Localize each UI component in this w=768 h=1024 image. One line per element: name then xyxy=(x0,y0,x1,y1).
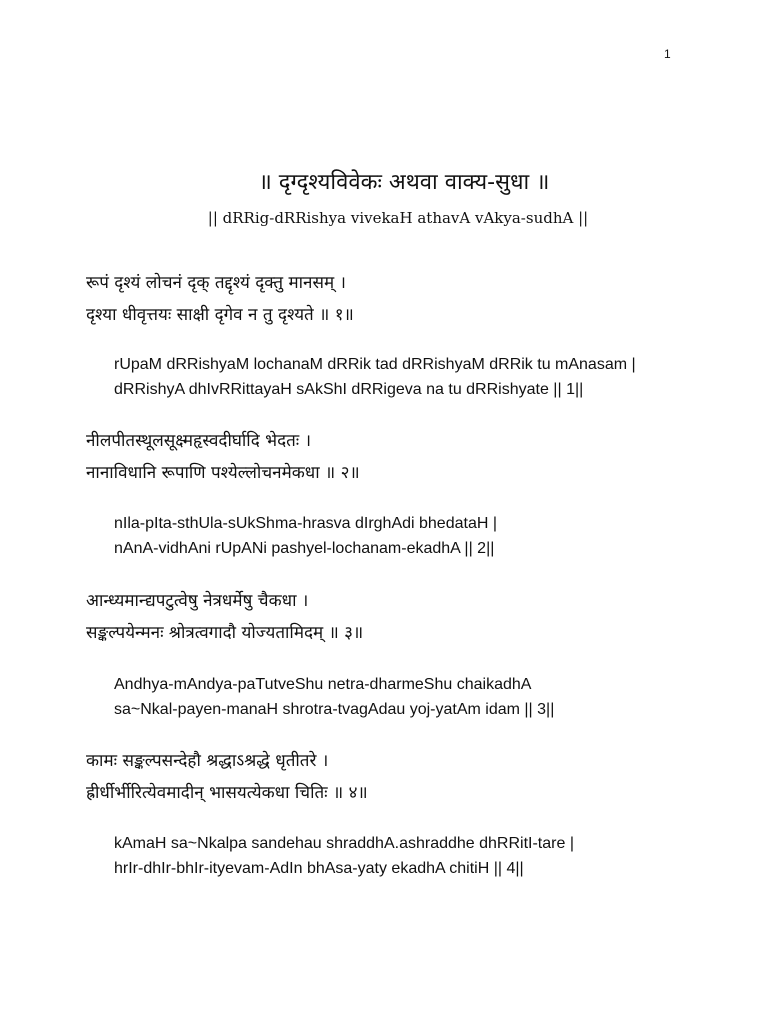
verse-3-transliteration xyxy=(114,672,554,722)
verse-4-devanagari-line-1: कामः सङ्कल्पसन्देहौ श्रद्धाऽश्रद्धे धृतीतरे । xyxy=(86,751,329,771)
verse-2-transliteration-line-1: nIla-pIta-sthUla-sUkShma-hrasva dIrghAdi bhedataH | xyxy=(114,515,497,532)
verse-4-devanagari-line-2: ह्रीर्धीर्भीरित्येवमादीन् भासयत्येकधा चितिः ॥ ४॥ xyxy=(86,783,368,803)
verse-1-devanagari xyxy=(86,267,354,331)
verse-2-devanagari xyxy=(86,425,360,489)
verse-2-devanagari-line-1: नीलपीतस्थूलसूक्ष्महृस्वदीर्घादि भेदतः । xyxy=(86,431,312,451)
verse-2-devanagari-line-2: नानाविधानि रूपाणि पश्येल्लोचनमेकधा ॥ २॥ xyxy=(86,463,360,483)
verse-1-transliteration-line-1: rUpaM dRRishyaM lochanaM dRRik tad dRRishyaM dRRik tu mAnasam | xyxy=(114,356,636,373)
verse-4-devanagari xyxy=(86,745,368,809)
verse-4-transliteration-line-1: kAmaH sa~Nkalpa sandehau shraddhA.ashraddhe dhRRitI-tare | xyxy=(114,835,574,852)
verse-4-transliteration xyxy=(114,831,574,881)
verse-2-transliteration xyxy=(114,511,497,561)
verse-3-devanagari-line-2: सङ्कल्पयेन्मनः श्रोत्रत्वगादौ योज्यतामिदम् ॥ ३॥ xyxy=(86,623,364,643)
title-devanagari: ॥ दृग्दृश्यविवेकः अथवा वाक्य-सुधा ॥ xyxy=(258,170,550,195)
verse-1-transliteration xyxy=(114,352,636,402)
page-number: 1 xyxy=(664,47,671,61)
verse-1-devanagari-line-1: रूपं दृश्यं लोचनं दृक् तद्दृश्यं दृक्तु मानसम् । xyxy=(86,273,346,293)
verse-3-devanagari xyxy=(86,585,363,649)
verse-3-transliteration-line-1: Andhya-mAndya-paTutveShu netra-dharmeShu chaikadhA xyxy=(114,676,532,693)
verse-1-devanagari-line-2: दृश्या धीवृत्तयः साक्षी दृगेव न तु दृश्यते ॥ १॥ xyxy=(86,305,354,325)
verse-4-transliteration-line-2: hrIr-dhIr-bhIr-ityevam-AdIn bhAsa-yaty ekadhA chitiH || 4|| xyxy=(114,860,524,877)
verse-2-transliteration-line-2: nAnA-vidhAni rUpANi pashyel-lochanam-ekadhA || 2|| xyxy=(114,540,495,557)
verse-1-transliteration-line-2: dRRishyA dhIvRRittayaH sAkShI dRRigeva na tu dRRishyate || 1|| xyxy=(114,381,584,398)
verse-3-transliteration-line-2: sa~Nkal-payen-manaH shrotra-tvagAdau yoj-yatAm idam || 3|| xyxy=(114,701,555,718)
title-transliteration: || dRRig-dRRishya vivekaH athavA vAkya-sudhA || xyxy=(207,209,589,227)
verse-3-devanagari-line-1: आन्ध्यमान्द्यपटुत्वेषु नेत्रधर्मेषु चैकधा । xyxy=(86,591,309,611)
